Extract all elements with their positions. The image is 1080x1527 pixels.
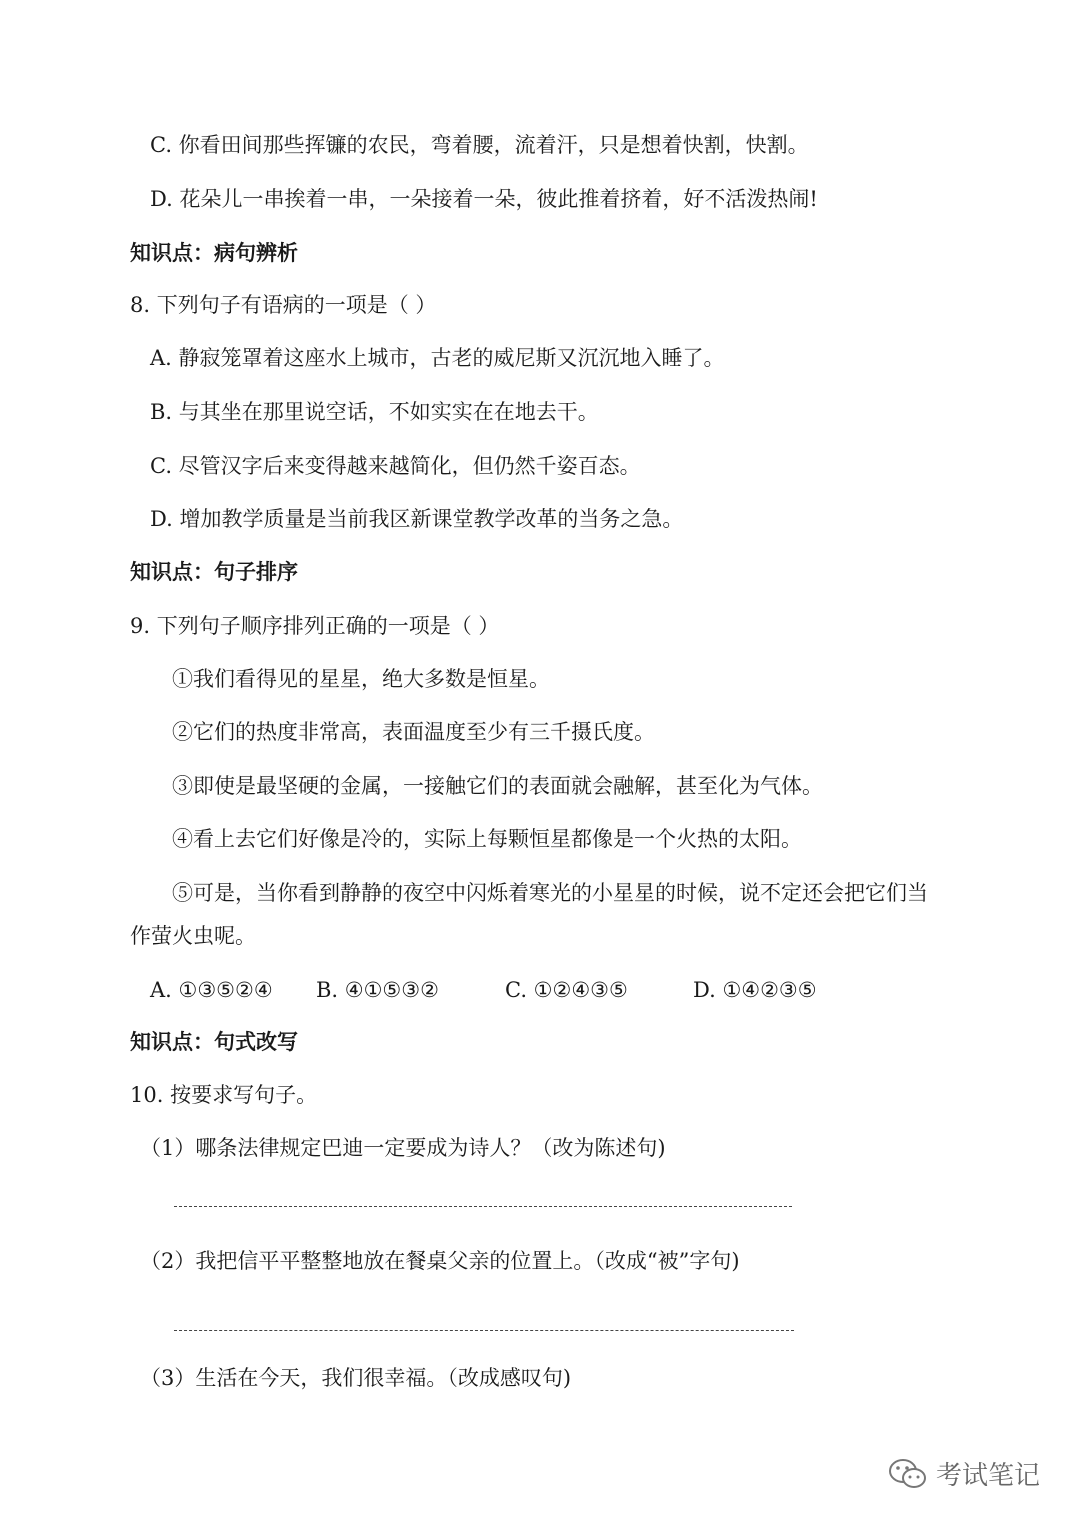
q8-option-b: B. 与其坐在那里说空话，不如实实在在地去干。: [150, 400, 599, 424]
q7-option-c: C. 你看田间那些挥镰的农民，弯着腰，流着汗，只是想着快割，快割。: [150, 133, 809, 157]
wechat-icon: [888, 1457, 928, 1491]
answer-blank-2[interactable]: [174, 1330, 794, 1331]
q9-option-b: B. ④①⑤③②: [316, 978, 439, 1002]
q10-item-1: （1）哪条法律规定巴迪一定要成为诗人？（改为陈述句): [140, 1136, 666, 1160]
q9-sentence-1: ①我们看得见的星星，绝大多数是恒星。: [172, 667, 550, 691]
q9-sentence-2: ②它们的热度非常高，表面温度至少有三千摄氏度。: [172, 720, 655, 744]
q9-option-a: A. ①③⑤②④: [150, 978, 273, 1002]
watermark: [888, 1455, 1040, 1492]
knowledge-point-heading: 知识点：句子排序: [130, 560, 298, 584]
q7-option-d: D. 花朵儿一串挨着一串，一朵接着一朵，彼此推着挤着，好不活泼热闹!: [150, 187, 818, 211]
q9-sentence-3: ③即使是最坚硬的金属，一接触它们的表面就会融解，甚至化为气体。: [172, 774, 823, 798]
q9-sentence-4: ④看上去它们好像是冷的，实际上每颗恒星都像是一个火热的太阳。: [172, 827, 802, 851]
knowledge-point-heading: 知识点：句式改写: [130, 1030, 298, 1054]
q9-sentence-5-continued: 作萤火虫呢。: [130, 924, 256, 948]
knowledge-point-heading: 知识点：病句辨析: [130, 241, 298, 265]
question-8-stem: 8. 下列句子有语病的一项是（ ）: [130, 293, 437, 317]
question-10-stem: 10. 按要求写句子。: [130, 1083, 318, 1107]
q9-sentence-5: ⑤可是，当你看到静静的夜空中闪烁着寒光的小星星的时候，说不定还会把它们当: [172, 881, 928, 905]
q9-option-d: D. ①④②③⑤: [693, 978, 817, 1002]
q10-item-2: （2）我把信平平整整地放在餐桌父亲的位置上。（改成“被”字句): [140, 1249, 740, 1273]
q8-option-c: C. 尽管汉字后来变得越来越简化，但仍然千姿百态。: [150, 454, 641, 478]
answer-blank-1[interactable]: [174, 1206, 792, 1207]
watermark-text: 考试笔记: [935, 1461, 1040, 1491]
q8-option-d: D. 增加教学质量是当前我区新课堂教学改革的当务之急。: [150, 507, 684, 531]
q10-item-3: （3）生活在今天，我们很幸福。（改成感叹句): [140, 1366, 572, 1390]
question-9-stem: 9. 下列句子顺序排列正确的一项是（ ）: [130, 614, 500, 638]
q9-option-c: C. ①②④③⑤: [505, 978, 628, 1002]
q8-option-a: A. 静寂笼罩着这座水上城市，古老的威尼斯又沉沉地入睡了。: [150, 346, 725, 370]
